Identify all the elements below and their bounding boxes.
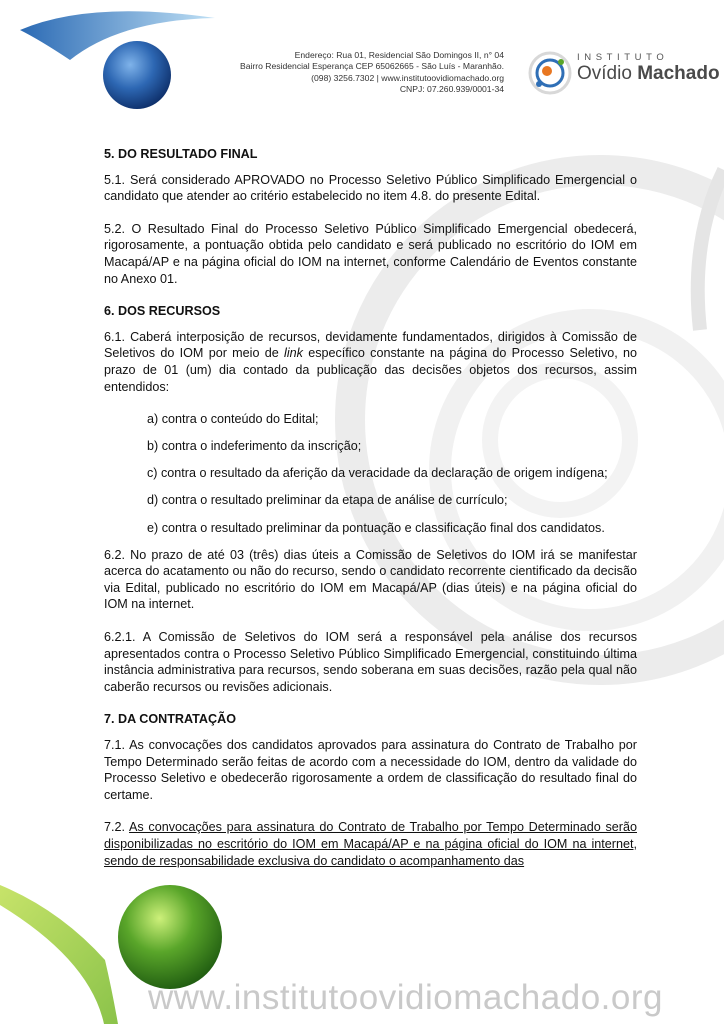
blue-sphere-shape (103, 41, 171, 109)
paragraph-6-1 (104, 329, 637, 395)
link-word: link (284, 346, 303, 361)
address-line: Bairro Residencial Esperança CEP 65062665 - São Luís - Maranhão. (239, 61, 504, 72)
paragraph-6-2-1: 6.2.1. A Comissão de Seletivos do IOM será a responsável pela análise dos recursos apresentados contra o Processo Seletivo Público Simplificado Emergencial, constituindo última instância administrativa para recursos, sendo soberana em suas decisões, razão pela qual não caberão recursos ou revisões adicionais. (104, 629, 637, 694)
contact-line: (098) 3256.7302 | www.institutoovidiomachado.org (311, 72, 504, 83)
paragraph-7-2-text: As convocações para assinatura do Contrato de Trabalho por Tempo Determinado serão disponibilizadas no escritório do IOM em Macapá/AP e na página oficial do IOM na internet, sendo de responsabilidade exclusiva do candidato o acompanhamento das (104, 820, 637, 868)
logo-name (577, 63, 720, 85)
list-item: a) contra o conteúdo do Edital; (147, 412, 319, 427)
paragraph-7-1: 7.1. As convocações dos candidatos aprovados para assinatura do Contrato de Trabalho por Tempo Determinado serão feitas de acordo com a necessidade do IOM, dentro da validade do Processo Seletivo e obedecerão rigorosamente a ordem de classificação do resultado final do certame. (104, 737, 637, 802)
logo-name-first: Ovídio (577, 63, 632, 84)
section-6-title: 6. DOS RECURSOS (104, 304, 221, 319)
green-sphere-shape (118, 885, 222, 989)
document-body (104, 146, 637, 869)
logo-small-text: INSTITUTO (577, 52, 669, 63)
institute-logo (527, 50, 720, 96)
paragraph-5-2: 5.2. O Resultado Final do Processo Seletivo Público Simplificado Emergencial obedecerá, rigorosamente, a pontuação obtida pelo candidato e será publicado no escritório do IOM em Macapá/AP e na página oficial do IOM na internet, conforme Calendário de Eventos constante no Anexo 01. (104, 221, 637, 286)
section-7-title: 7. DA CONTRATAÇÃO (104, 712, 236, 727)
footer-url: www.institutoovidiomachado.org (148, 978, 663, 1017)
green-swoosh-shape (0, 885, 118, 1024)
cnpj-line: CNPJ: 07.260.939/0001-34 (399, 84, 504, 95)
list-item: d) contra o resultado preliminar da etapa de análise de currículo; (147, 493, 508, 508)
logo-emblem-icon (527, 50, 573, 96)
paragraph-6-1-after: específico constante na página do Processo Seletivo, no prazo de 01 (um) dia contado da publicação das decisões objetos dos recursos, assim entendidos: (104, 346, 638, 394)
paragraph-5-1: 5.1. Será considerado APROVADO no Processo Seletivo Público Simplificado Emergencial o candidato que atender ao critério estabelecido no item 4.8. do presente Edital. (104, 172, 637, 204)
logo-name-second: Machado (637, 63, 720, 84)
header-address (186, 50, 504, 96)
list-item: b) contra o indeferimento da inscrição; (147, 439, 362, 454)
paragraph-6-2: 6.2. No prazo de até 03 (três) dias úteis a Comissão de Seletivos do IOM irá se manifestar acerca do acatamento ou não do recurso, sendo o candidato recorrente cientificado da decisão via Edital, publicado no escritório do IOM em Macapá/AP (dias úteis) e na página oficial do IOM na internet. (104, 547, 637, 612)
address-line: Endereço: Rua 01, Residencial São Domingos II, n° 04 (294, 50, 504, 60)
section-5-title: 5. DO RESULTADO FINAL (104, 147, 258, 161)
paragraph-6-1-before: 6.1. Caberá interposição de recursos, devidamente fundamentados, dirigidos à Comissão de Seletivos do IOM por meio de (104, 329, 637, 361)
list-item: c) contra o resultado da aferição da veracidade da declaração de origem indígena; (147, 466, 608, 481)
list-item: e) contra o resultado preliminar da pontuação e classificação final dos candidatos. (147, 520, 605, 535)
paragraph-7-2 (104, 819, 637, 869)
paragraph-7-2-number: 7.2. (104, 820, 126, 835)
